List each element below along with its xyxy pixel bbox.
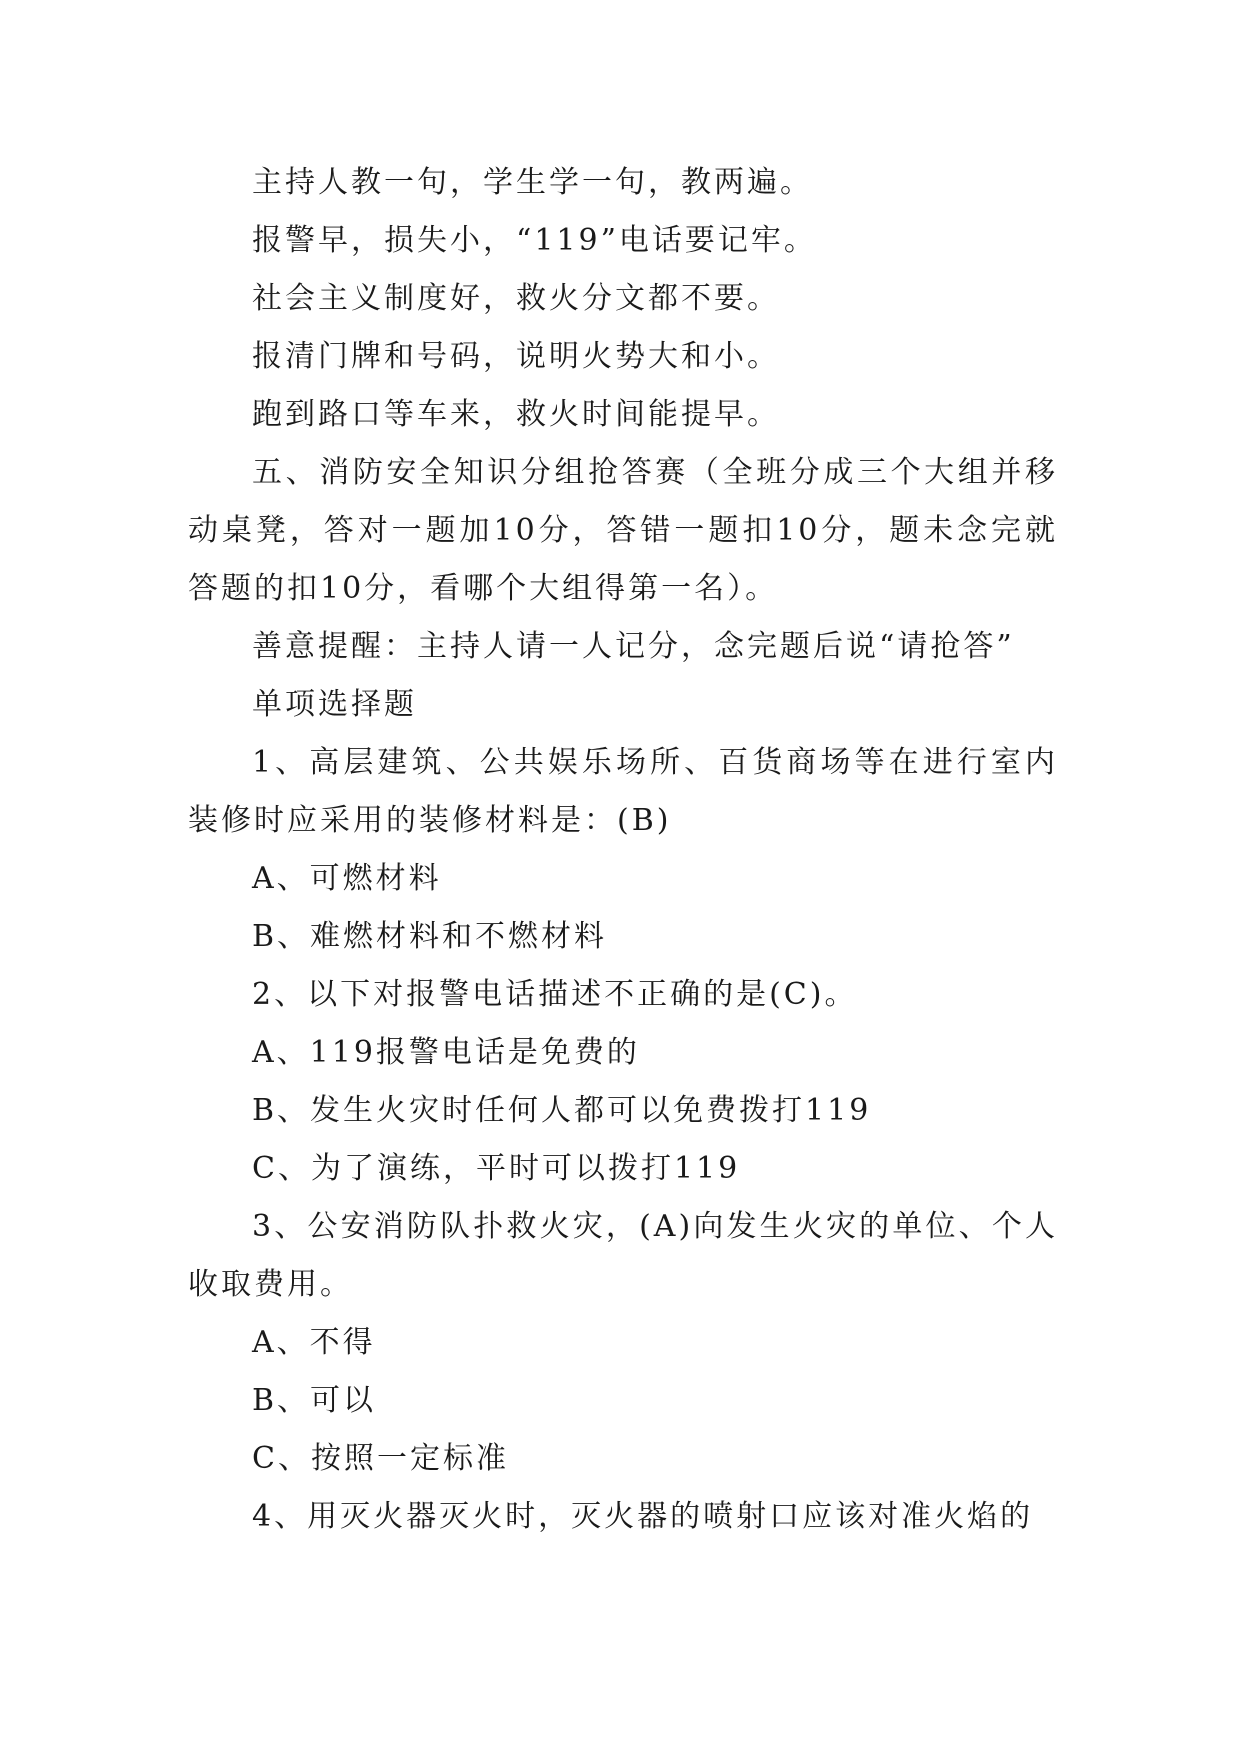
section-heading-single-choice: 单项选择题 — [252, 687, 417, 722]
question-2-option-a: A、119报警电话是免费的 — [252, 1035, 640, 1070]
question-3: 3、公安消防队扑救火灾，(A)向发生火灾的单位、个人收取费用。 — [188, 1209, 1058, 1302]
section-five-contest: 五、消防安全知识分组抢答赛（全班分成三个大组并移动桌凳，答对一题加10分，答错一题扣10分，题未念完就答题的扣10分，看哪个大组得第一名）。 — [188, 455, 1058, 606]
paragraph-3: 社会主义制度好，救火分文都不要。 — [252, 281, 780, 316]
question-1: 1、高层建筑、公共娱乐场所、百货商场等在进行室内装修时应采用的装修材料是：(B) — [188, 745, 1058, 838]
question-1-option-a: A、可燃材料 — [252, 861, 442, 896]
paragraph-2: 报警早，损失小，“119”电话要记牢。 — [252, 223, 817, 258]
friendly-reminder: 善意提醒：主持人请一人记分，念完题后说“请抢答” — [252, 629, 1015, 664]
question-2-option-c: C、为了演练，平时可以拨打119 — [252, 1151, 741, 1186]
paragraph-4: 报清门牌和号码，说明火势大和小。 — [252, 339, 780, 374]
question-2: 2、以下对报警电话描述不正确的是(C)。 — [252, 977, 858, 1012]
paragraph-1: 主持人教一句，学生学一句，教两遍。 — [252, 165, 813, 200]
question-4: 4、用灭火器灭火时，灭火器的喷射口应该对准火焰的 — [252, 1499, 1034, 1534]
document-page — [188, 154, 1058, 1546]
question-1-option-b: B、难燃材料和不燃材料 — [252, 919, 608, 954]
question-3-option-b: B、可以 — [252, 1383, 377, 1418]
question-3-option-c: C、按照一定标准 — [252, 1441, 509, 1476]
paragraph-5: 跑到路口等车来，救火时间能提早。 — [252, 397, 780, 432]
question-3-option-a: A、不得 — [252, 1325, 376, 1360]
question-2-option-b: B、发生火灾时任何人都可以免费拨打119 — [252, 1093, 872, 1128]
